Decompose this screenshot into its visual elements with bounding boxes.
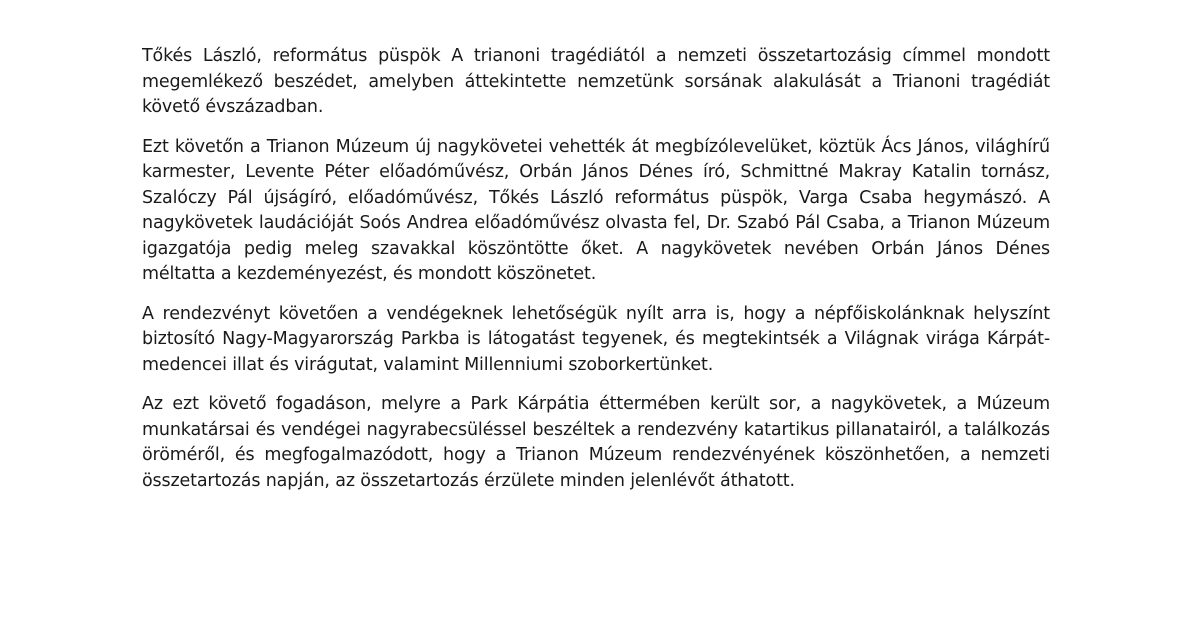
article-body [142, 44, 1050, 508]
paragraph-2: Ezt követőn a Trianon Múzeum új nagykövetei vehették át megbízólevelüket, köztük Ács János, világhírű karmester, Levente Péter előadóművész, Orbán János Dénes író, Schmittné Makray Katalin tornász, Szalóczy Pál újságíró, előadóművész, Tőkés László református püspök, Varga Csaba hegymászó. A nagykövetek laudációját Soós Andrea előadóművész olvasta fel, Dr. Szabó Pál Csaba, a Trianon Múzeum igazgatója pedig meleg szavakkal köszöntötte őket. A nagykövetek nevében Orbán János Dénes méltatta a kezdeményezést, és mondott köszönetet. [142, 136, 1050, 284]
paragraph-4: Az ezt követő fogadáson, melyre a Park Kárpátia éttermében került sor, a nagykövetek, a Múzeum munkatársai és vendégei nagyrabecsüléssel beszéltek a rendezvény katartikus pillanatairól, a találkozás öröméről, és megfogalmazódott, hogy a Trianon Múzeum rendezvényének köszönhetően, a nemzeti összetartozás napján, az összetartozás érzülete minden jelenlévőt áthatott. [142, 394, 1050, 491]
paragraph-3: A rendezvényt követően a vendégeknek lehetőségük nyílt arra is, hogy a népfőiskolánknak helyszínt biztosító Nagy-Magyarország Parkba is látogatást tegyenek, és megtekintsék a Világnak virága Kárpát-medencei illat és virágutat, valamint Millenniumi szoborkertünket. [142, 303, 1050, 375]
paragraph-1: Tőkés László, református püspök A trianoni tragédiától a nemzeti összetartozásig címmel mondott megemlékező beszédet, amelyben áttekintette nemzetünk sorsának alakulását a Trianoni tragédiát követő évszázadban. [142, 46, 1050, 117]
